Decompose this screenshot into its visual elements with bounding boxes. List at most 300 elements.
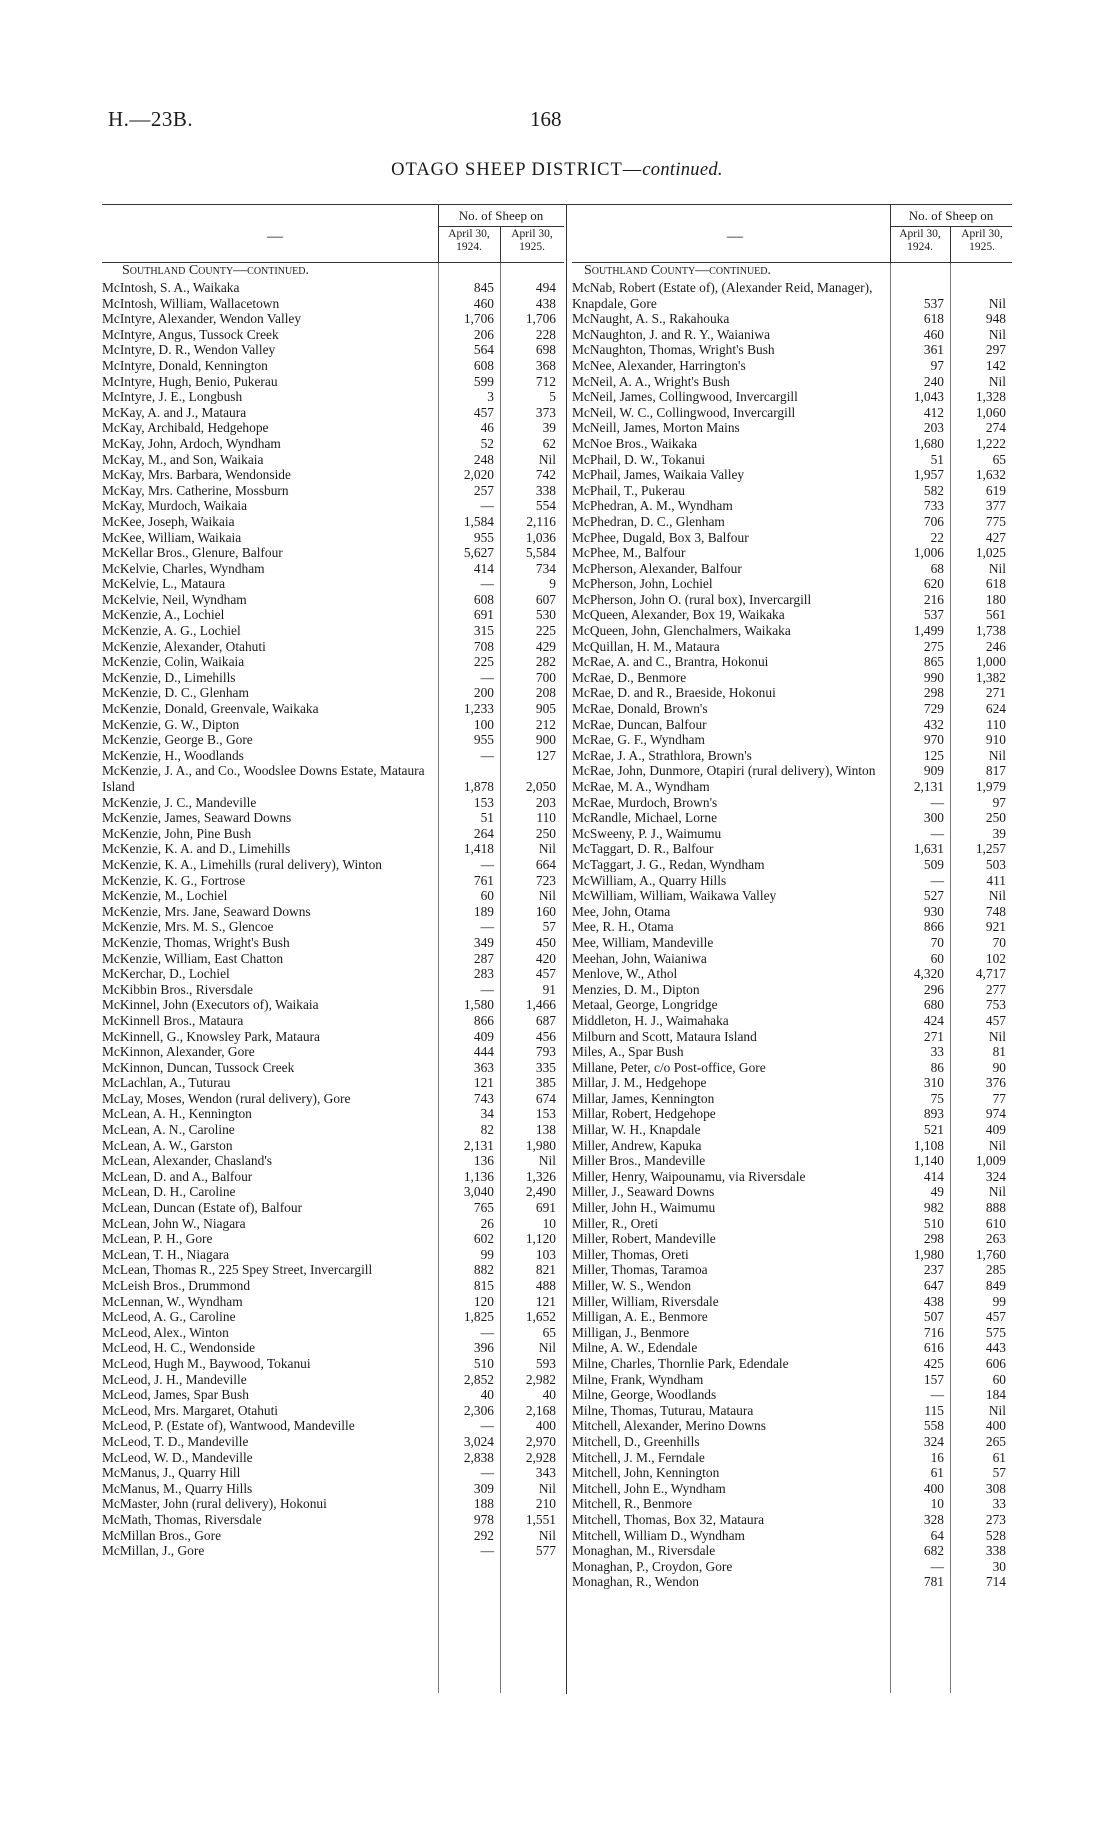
sheep-1925: 457 bbox=[535, 966, 556, 982]
sheep-1925: 905 bbox=[535, 701, 556, 717]
owner-name: McPhail, James, Waikaia Valley bbox=[572, 467, 745, 483]
sheep-1924: 22 bbox=[930, 529, 944, 545]
table-row bbox=[102, 1450, 564, 1466]
table-row bbox=[572, 1528, 1012, 1544]
sheep-1925: 99 bbox=[992, 1293, 1006, 1309]
sheep-1925: 228 bbox=[535, 326, 556, 342]
sheep-1925: 39 bbox=[992, 825, 1006, 841]
sheep-1925: 577 bbox=[535, 1543, 556, 1559]
sheep-1925: 1,760 bbox=[975, 1246, 1006, 1262]
sheep-1924: 315 bbox=[473, 623, 494, 639]
table-row bbox=[102, 1075, 564, 1091]
table-row bbox=[572, 514, 1012, 530]
sheep-1924: 70 bbox=[930, 934, 944, 950]
table-row bbox=[102, 1044, 564, 1060]
sheep-1925: 1,652 bbox=[525, 1309, 556, 1325]
sheep-1925: 817 bbox=[985, 763, 1006, 779]
owner-name: McPhee, Dugald, Box 3, Balfour bbox=[572, 529, 749, 545]
table-row bbox=[102, 670, 564, 686]
sheep-1925: 1,257 bbox=[975, 841, 1006, 857]
sheep-1925: 1,326 bbox=[525, 1168, 556, 1184]
sheep-1924: — bbox=[480, 576, 494, 592]
sheep-1925: 456 bbox=[535, 1028, 556, 1044]
table-row bbox=[572, 1231, 1012, 1247]
owner-name: McKee, William, Waikaia bbox=[102, 529, 242, 545]
sheep-1924: 608 bbox=[473, 357, 494, 373]
sheep-1925: 457 bbox=[985, 1012, 1006, 1028]
sheep-1924: 882 bbox=[473, 1262, 494, 1278]
table-row bbox=[572, 1294, 1012, 1310]
owner-name: Mitchell, John, Kennington bbox=[572, 1465, 720, 1481]
owner-name: Miller, Henry, Waipounamu, via Riversdale bbox=[572, 1168, 806, 1184]
col-1925-header: April 30, 1925. bbox=[961, 228, 1003, 253]
sheep-1924: 761 bbox=[473, 872, 494, 888]
table-row bbox=[572, 919, 1012, 935]
owner-name: Millar, Robert, Hedgehope bbox=[572, 1106, 716, 1122]
sheep-1924: 5,627 bbox=[463, 545, 494, 561]
table-row bbox=[572, 545, 1012, 561]
sheep-1924: 121 bbox=[473, 1075, 494, 1091]
owner-name: Menzies, D. M., Dipton bbox=[572, 981, 700, 997]
sheep-1924: 866 bbox=[923, 919, 944, 935]
sheep-1924: 510 bbox=[473, 1355, 494, 1371]
table-row bbox=[572, 857, 1012, 873]
sheep-1924: 298 bbox=[923, 685, 944, 701]
sheep-1924: 136 bbox=[473, 1153, 494, 1169]
sheep-1924: 298 bbox=[923, 1231, 944, 1247]
owner-name: McLean, D. and A., Balfour bbox=[102, 1168, 253, 1184]
sheep-1924: 64 bbox=[930, 1527, 944, 1543]
table-row bbox=[572, 576, 1012, 592]
table-row bbox=[572, 748, 1012, 764]
owner-name: McKenzie, Mrs. M. S., Glencoe bbox=[102, 919, 274, 935]
sheep-1925: 2,116 bbox=[526, 513, 556, 529]
table-row bbox=[102, 1465, 564, 1481]
sheep-1925: 712 bbox=[535, 373, 556, 389]
sheep-1924: 3 bbox=[487, 389, 494, 405]
sheep-1925: 273 bbox=[985, 1511, 1006, 1527]
sheep-1924: 970 bbox=[923, 732, 944, 748]
sheep-1924: 1,631 bbox=[913, 841, 944, 857]
owner-name: McPhedran, A. M., Wyndham bbox=[572, 498, 733, 514]
sheep-1925: 265 bbox=[985, 1433, 1006, 1449]
sheep-1924: 237 bbox=[923, 1262, 944, 1278]
table-row bbox=[102, 654, 564, 670]
owner-name: McNaught, A. S., Rakahouka bbox=[572, 311, 730, 327]
table-row bbox=[102, 717, 564, 733]
table-row bbox=[102, 1309, 564, 1325]
owner-name: Mitchell, Alexander, Merino Downs bbox=[572, 1418, 766, 1434]
sheep-1925: 400 bbox=[535, 1418, 556, 1434]
table-row bbox=[572, 607, 1012, 623]
column-separator bbox=[566, 204, 567, 1694]
owner-name: Menlove, W., Athol bbox=[572, 966, 678, 982]
owner-name: McKenzie, J. C., Mandeville bbox=[102, 794, 257, 810]
table-row bbox=[572, 1075, 1012, 1091]
sheep-1925: 110 bbox=[536, 810, 556, 826]
owner-name: McKenzie, K. A., Limehills (rural delivery), Winton bbox=[102, 856, 382, 872]
sheep-1925: 343 bbox=[535, 1465, 556, 1481]
table-row bbox=[572, 1512, 1012, 1528]
sheep-1924: — bbox=[930, 1387, 944, 1403]
sheep-1925: 420 bbox=[535, 950, 556, 966]
table-row bbox=[572, 1044, 1012, 1060]
owner-name: Miles, A., Spar Bush bbox=[572, 1044, 684, 1060]
sheep-1925: 687 bbox=[535, 1012, 556, 1028]
table-row bbox=[102, 545, 564, 561]
sheep-1925: 65 bbox=[992, 451, 1006, 467]
sheep-1924: 1,825 bbox=[463, 1309, 494, 1325]
table-row bbox=[572, 1434, 1012, 1450]
owner-name: McRandle, Michael, Lorne bbox=[572, 810, 718, 826]
sheep-1925: 974 bbox=[985, 1106, 1006, 1122]
sheep-1925: 121 bbox=[535, 1293, 556, 1309]
owner-name: McKenzie, William, East Chatton bbox=[102, 950, 284, 966]
owner-name: McMaster, John (rural delivery), Hokonui bbox=[102, 1496, 327, 1512]
sheep-1924: 409 bbox=[473, 1028, 494, 1044]
table-row bbox=[102, 1278, 564, 1294]
owner-name: McKerchar, D., Lochiel bbox=[102, 966, 230, 982]
sheep-1924: 743 bbox=[473, 1090, 494, 1106]
sheep-1925: Nil bbox=[538, 841, 556, 857]
sheep-1925: 849 bbox=[985, 1278, 1006, 1293]
table-row bbox=[572, 1091, 1012, 1107]
sheep-1924: 647 bbox=[923, 1278, 944, 1293]
sheep-1924: 296 bbox=[923, 981, 944, 997]
owner-name: McLean, A. W., Garston bbox=[102, 1137, 233, 1153]
sheep-1924: 1,878 bbox=[463, 779, 494, 794]
owner-name: Monaghan, R., Wendon bbox=[572, 1574, 699, 1590]
table-row bbox=[102, 452, 564, 468]
table-row bbox=[102, 436, 564, 452]
table-row bbox=[572, 654, 1012, 670]
sheep-1924: 292 bbox=[473, 1527, 494, 1543]
owner-name: McKay, A. and J., Mataura bbox=[102, 404, 247, 420]
sheep-1925: 775 bbox=[985, 513, 1006, 529]
sheep-1924: 765 bbox=[473, 1200, 494, 1216]
table-row bbox=[102, 561, 564, 577]
sheep-1924: 206 bbox=[473, 326, 494, 342]
owner-name: McKellar Bros., Glenure, Balfour bbox=[102, 545, 283, 561]
owner-name: McNeil, James, Collingwood, Invercargill bbox=[572, 389, 798, 405]
sheep-1924: 1,233 bbox=[463, 701, 494, 717]
table-row bbox=[102, 904, 564, 920]
county-heading: Southland County—continued. bbox=[122, 263, 309, 278]
sheep-1925: 698 bbox=[535, 342, 556, 358]
sheep-1925: 297 bbox=[985, 342, 1006, 358]
table-row bbox=[102, 623, 564, 639]
sheep-1925: 308 bbox=[985, 1480, 1006, 1496]
table-row bbox=[572, 358, 1012, 374]
sheep-1925: 5 bbox=[549, 389, 556, 405]
sheep-1925: 530 bbox=[535, 607, 556, 623]
table-row bbox=[102, 311, 564, 327]
sheep-1924: 82 bbox=[480, 1122, 494, 1138]
table-row bbox=[102, 997, 564, 1013]
owner-name: McIntyre, Alexander, Wendon Valley bbox=[102, 311, 302, 327]
sheep-1924: 225 bbox=[473, 654, 494, 670]
owner-name: McLeod, H. C., Wendonside bbox=[102, 1340, 256, 1356]
owner-name: McLean, Alexander, Chasland's bbox=[102, 1153, 272, 1169]
owner-name: McManus, J., Quarry Hill bbox=[102, 1465, 241, 1481]
sheep-1925: 443 bbox=[985, 1340, 1006, 1356]
sheep-1925: 723 bbox=[535, 872, 556, 888]
table-row bbox=[572, 1013, 1012, 1029]
table-row bbox=[572, 1418, 1012, 1434]
sheep-1924: 61 bbox=[930, 1465, 944, 1481]
sheep-1925: 335 bbox=[535, 1059, 556, 1075]
sheep-1925: 1,738 bbox=[975, 623, 1006, 639]
owner-name: McLeish Bros., Drummond bbox=[102, 1278, 251, 1293]
sheep-1925: 103 bbox=[535, 1246, 556, 1262]
sheep-1925: 377 bbox=[985, 498, 1006, 514]
page-title bbox=[0, 160, 1114, 181]
left-table bbox=[102, 204, 564, 1694]
sheep-1924: 564 bbox=[473, 342, 494, 358]
table-row bbox=[572, 717, 1012, 733]
owner-name: McRae, Murdoch, Brown's bbox=[572, 794, 718, 810]
owner-name: Miller, Robert, Mandeville bbox=[572, 1231, 716, 1247]
table-row bbox=[102, 701, 564, 717]
sheep-1924: 2,838 bbox=[463, 1449, 494, 1465]
sheep-1924: — bbox=[480, 919, 494, 935]
sheep-1924: 26 bbox=[480, 1215, 494, 1231]
table-row bbox=[572, 888, 1012, 904]
table-row bbox=[572, 311, 1012, 327]
table-row bbox=[102, 514, 564, 530]
table-row bbox=[572, 452, 1012, 468]
sheep-1925: Nil bbox=[538, 1153, 556, 1169]
owner-name: McRae, John, Dunmore, Otapiri (rural delivery), Winton bbox=[572, 763, 876, 779]
sheep-1924: 40 bbox=[480, 1387, 494, 1403]
table-row bbox=[572, 826, 1012, 842]
table-row bbox=[572, 966, 1012, 982]
sheep-1924: 708 bbox=[473, 638, 494, 654]
table-row bbox=[572, 1106, 1012, 1122]
table-row bbox=[572, 1278, 1012, 1294]
owner-name: McNaughton, J. and R. Y., Waianiwa bbox=[572, 326, 771, 342]
table-row bbox=[572, 1122, 1012, 1138]
owner-name: McIntyre, Hugh, Benio, Pukerau bbox=[102, 373, 278, 389]
owner-name: McNab, Robert (Estate of), (Alexander Reid, Manager), Knapdale, Gore bbox=[572, 280, 873, 311]
sheep-1925: 2,970 bbox=[525, 1433, 556, 1449]
sheep-1924: 521 bbox=[923, 1122, 944, 1138]
table-row bbox=[102, 1153, 564, 1169]
table-row bbox=[572, 1262, 1012, 1278]
owner-name: McLeod, James, Spar Bush bbox=[102, 1387, 249, 1403]
owner-name: McKinnell Bros., Mataura bbox=[102, 1012, 244, 1028]
sheep-1924: 60 bbox=[930, 950, 944, 966]
sheep-1925: 691 bbox=[535, 1200, 556, 1216]
owner-name: McKenzie, J. A., and Co., Woodslee Downs Estate, Mataura Island bbox=[102, 763, 425, 794]
sheep-1924: 414 bbox=[473, 560, 494, 576]
sheep-1925: 57 bbox=[992, 1465, 1006, 1481]
table-row bbox=[102, 1403, 564, 1419]
owner-name: McQueen, John, Glenchalmers, Waikaka bbox=[572, 623, 791, 639]
sheep-1925: 742 bbox=[535, 467, 556, 483]
table-row bbox=[102, 685, 564, 701]
table-row bbox=[572, 1184, 1012, 1200]
table-row bbox=[102, 592, 564, 608]
owner-name: McKay, Archibald, Hedgehope bbox=[102, 420, 269, 436]
sheep-1925: Nil bbox=[538, 888, 556, 904]
sheep-1924: 275 bbox=[923, 638, 944, 654]
owner-name: McKenzie, Alexander, Otahuti bbox=[102, 638, 266, 654]
table-row bbox=[572, 935, 1012, 951]
table-row bbox=[572, 1138, 1012, 1154]
table-row bbox=[102, 342, 564, 358]
sheep-1924: 955 bbox=[473, 529, 494, 545]
owner-name: Miller, R., Oreti bbox=[572, 1215, 659, 1231]
sheep-1924: 283 bbox=[473, 966, 494, 982]
sheep-1924: — bbox=[930, 825, 944, 841]
sheep-1925: 57 bbox=[542, 919, 556, 935]
sheep-1925: 610 bbox=[985, 1215, 1006, 1231]
left-rows bbox=[102, 280, 564, 1559]
table-row bbox=[102, 935, 564, 951]
sheep-1924: — bbox=[480, 1543, 494, 1559]
owner-name: Mitchell, John E., Wyndham bbox=[572, 1480, 726, 1496]
sheep-1925: 282 bbox=[535, 654, 556, 670]
sheep-1924: 3,024 bbox=[463, 1433, 494, 1449]
owner-name: Milne, Thomas, Tuturau, Mataura bbox=[572, 1402, 754, 1418]
sheep-1924: 46 bbox=[480, 420, 494, 436]
sheep-1925: 5,584 bbox=[525, 545, 556, 561]
table-row bbox=[572, 670, 1012, 686]
sheep-1925: 910 bbox=[985, 732, 1006, 748]
sheep-1924: 200 bbox=[473, 685, 494, 701]
table-row bbox=[102, 748, 564, 764]
table-row bbox=[572, 873, 1012, 889]
page-number: 168 bbox=[530, 107, 562, 131]
owner-name: McMillan Bros., Gore bbox=[102, 1527, 222, 1543]
sheep-1925: 554 bbox=[535, 498, 556, 514]
table-row bbox=[572, 1559, 1012, 1575]
sheep-1924: 608 bbox=[473, 591, 494, 607]
sheep-1925: 624 bbox=[985, 701, 1006, 717]
sheep-1924: 507 bbox=[923, 1309, 944, 1325]
sheep-1924: 49 bbox=[930, 1184, 944, 1200]
owner-name: Mee, R. H., Otama bbox=[572, 919, 674, 935]
table-row bbox=[572, 1481, 1012, 1497]
sheep-1924: 558 bbox=[923, 1418, 944, 1434]
owner-name: Milne, Charles, Thornlie Park, Edendale bbox=[572, 1355, 789, 1371]
sheep-1924: 188 bbox=[473, 1496, 494, 1512]
table-row bbox=[102, 1091, 564, 1107]
owner-name: McNeil, W. C., Collingwood, Invercargill bbox=[572, 404, 796, 420]
sheep-1925: 1,060 bbox=[975, 404, 1006, 420]
table-row bbox=[572, 1153, 1012, 1169]
owner-name: McKinnell, G., Knowsley Park, Mataura bbox=[102, 1028, 320, 1044]
owner-name: McPhedran, D. C., Glenham bbox=[572, 513, 725, 529]
owner-name: McKelvie, Charles, Wyndham bbox=[102, 560, 265, 576]
sheep-1924: 510 bbox=[923, 1215, 944, 1231]
owner-name: McManus, M., Quarry Hills bbox=[102, 1480, 253, 1496]
sheep-1924: 300 bbox=[923, 810, 944, 826]
sheep-1925: 338 bbox=[535, 482, 556, 498]
sheep-1925: Nil bbox=[988, 560, 1006, 576]
owner-name: McKelvie, L., Mataura bbox=[102, 576, 226, 592]
sheep-1924: 729 bbox=[923, 701, 944, 717]
sheep-1924: 51 bbox=[930, 451, 944, 467]
col-1925-header: April 30, 1925. bbox=[511, 228, 553, 253]
table-row bbox=[102, 296, 564, 312]
owner-name: McKenzie, John, Pine Bush bbox=[102, 825, 252, 841]
sheep-1925: 246 bbox=[985, 638, 1006, 654]
table-row bbox=[572, 405, 1012, 421]
sheep-1925: 271 bbox=[985, 685, 1006, 701]
table-row bbox=[572, 1200, 1012, 1216]
table-row bbox=[572, 467, 1012, 483]
table-row bbox=[572, 763, 1012, 779]
table-row bbox=[102, 1481, 564, 1497]
sheep-1924: 52 bbox=[480, 435, 494, 451]
owner-name: Millar, James, Kennington bbox=[572, 1090, 715, 1106]
table-row bbox=[102, 1262, 564, 1278]
sheep-1925: 948 bbox=[985, 311, 1006, 327]
owner-name: McLay, Moses, Wendon (rural delivery), Gore bbox=[102, 1090, 351, 1106]
owner-name: McRae, J. A., Strathlora, Brown's bbox=[572, 747, 752, 763]
sheep-1924: 51 bbox=[480, 810, 494, 826]
sheep-1924: 125 bbox=[923, 747, 944, 763]
table-row bbox=[572, 982, 1012, 998]
owner-name: McPherson, John O. (rural box), Invercargill bbox=[572, 591, 812, 607]
sheep-1924: — bbox=[480, 1465, 494, 1481]
table-row bbox=[572, 904, 1012, 920]
sheep-1925: 400 bbox=[985, 1418, 1006, 1434]
sheep-1925: 900 bbox=[535, 732, 556, 748]
owner-name: Miller, Thomas, Taramoa bbox=[572, 1262, 708, 1278]
sheep-1924: 1,706 bbox=[463, 311, 494, 327]
owner-name: Mitchell, J. M., Ferndale bbox=[572, 1449, 705, 1465]
name-column-header: — bbox=[267, 228, 283, 245]
sheep-1924: 203 bbox=[923, 420, 944, 436]
owner-name: McKelvie, Neil, Wyndham bbox=[102, 591, 247, 607]
owner-name: McWilliam, William, Waikawa Valley bbox=[572, 888, 777, 904]
sheep-1925: 30 bbox=[992, 1558, 1006, 1574]
owner-name: McKenzie, Donald, Greenvale, Waikaka bbox=[102, 701, 319, 717]
sheep-1925: 39 bbox=[542, 420, 556, 436]
sheep-1925: 33 bbox=[992, 1496, 1006, 1512]
table-row bbox=[572, 530, 1012, 546]
sheep-1924: 271 bbox=[923, 1028, 944, 1044]
owner-name: Miller, W. S., Wendon bbox=[572, 1278, 692, 1293]
sheep-1925: 90 bbox=[992, 1059, 1006, 1075]
table-row bbox=[102, 498, 564, 514]
sheep-1924: 1,108 bbox=[913, 1137, 944, 1153]
sheep-1925: 225 bbox=[535, 623, 556, 639]
sheep-1924: 189 bbox=[473, 903, 494, 919]
table-row bbox=[102, 405, 564, 421]
table-row bbox=[102, 763, 564, 794]
table-row bbox=[572, 997, 1012, 1013]
table-row bbox=[102, 1325, 564, 1341]
owner-name: McKay, M., and Son, Waikaia bbox=[102, 451, 264, 467]
table-row bbox=[102, 1294, 564, 1310]
table-row bbox=[102, 327, 564, 343]
sheep-1924: 1,680 bbox=[913, 435, 944, 451]
sheep-1925: 888 bbox=[985, 1200, 1006, 1216]
sheep-1924: 2,131 bbox=[913, 779, 944, 794]
sheep-1924: 396 bbox=[473, 1340, 494, 1356]
owner-name: McIntyre, Donald, Kennington bbox=[102, 357, 268, 373]
sheep-1925: 91 bbox=[542, 981, 556, 997]
sheep-1924: 412 bbox=[923, 404, 944, 420]
sheep-1924: 432 bbox=[923, 716, 944, 732]
sheep-1925: 376 bbox=[985, 1075, 1006, 1091]
sheep-1924: — bbox=[930, 872, 944, 888]
owner-name: McLachlan, A., Tuturau bbox=[102, 1075, 231, 1091]
